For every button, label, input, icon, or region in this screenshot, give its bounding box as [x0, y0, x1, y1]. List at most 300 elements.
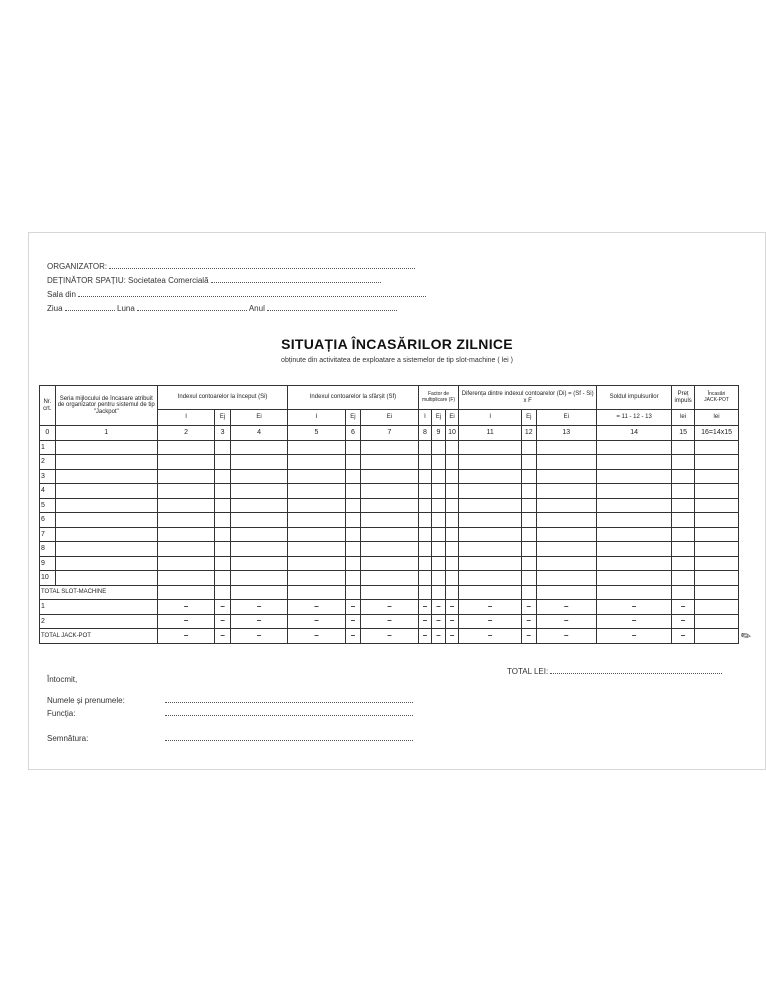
table-cell[interactable] [521, 571, 536, 586]
table-cell[interactable] [418, 469, 432, 484]
table-cell[interactable] [361, 484, 418, 499]
row-number: 10 [40, 571, 56, 586]
table-cell[interactable] [432, 484, 446, 499]
table-cell[interactable] [215, 498, 231, 513]
sub-ej: Ej [215, 410, 231, 426]
nume-line [47, 695, 413, 705]
table-cell[interactable] [432, 542, 446, 557]
table-cell[interactable] [672, 556, 695, 571]
table-row [40, 571, 739, 586]
table-cell[interactable] [157, 585, 214, 600]
table-cell[interactable] [345, 484, 361, 499]
table-cell[interactable] [345, 455, 361, 470]
table-cell[interactable] [215, 469, 231, 484]
table-cell[interactable] [432, 469, 446, 484]
dash-cell: – [597, 600, 672, 615]
dash-cell: – [445, 629, 459, 644]
dash-cell: – [597, 629, 672, 644]
dash-cell: – [536, 614, 597, 629]
luna-label: Luna [117, 304, 135, 313]
sub-i: I [157, 410, 214, 426]
sub-i: I [288, 410, 345, 426]
table-cell[interactable] [445, 484, 459, 499]
pen-icon: ✎ [737, 627, 755, 645]
table-cell[interactable] [157, 455, 214, 470]
table-cell[interactable] [695, 440, 739, 455]
table-cell[interactable] [345, 513, 361, 528]
dash-cell: – [345, 629, 361, 644]
table-cell[interactable] [459, 585, 522, 600]
table-cell[interactable] [157, 484, 214, 499]
sub-i: I [418, 410, 432, 426]
organizator-line [47, 261, 415, 271]
dash-cell: – [345, 614, 361, 629]
dash-cell: – [157, 600, 214, 615]
table-cell[interactable] [215, 527, 231, 542]
table-cell[interactable] [418, 542, 432, 557]
header-sold: Soldul impulsurilor [597, 386, 672, 410]
sub-ei: Ei [230, 410, 287, 426]
dash-cell: – [459, 614, 522, 629]
jackpot-row-number: 1 [40, 600, 158, 615]
form-subtitle: obținute din activitatea de exploatare a sistemelor de tip slot-machine ( lei ) [281, 357, 513, 364]
table-cell[interactable] [418, 498, 432, 513]
table-cell[interactable] [215, 455, 231, 470]
form-sheet [28, 232, 766, 770]
table-cell[interactable] [215, 440, 231, 455]
dash-cell: – [288, 629, 345, 644]
table-cell[interactable] [230, 469, 287, 484]
functia-field[interactable] [165, 708, 413, 716]
functia-line [47, 708, 413, 718]
table-cell[interactable] [521, 556, 536, 571]
dash-cell: – [445, 614, 459, 629]
table-row [40, 484, 739, 499]
table-cell[interactable] [695, 498, 739, 513]
functia-label: Funcția: [47, 709, 76, 718]
jackpot-row [40, 614, 739, 629]
table-cell[interactable] [597, 513, 672, 528]
table-cell[interactable] [361, 455, 418, 470]
table-cell[interactable] [361, 498, 418, 513]
table-row [40, 498, 739, 513]
dash-cell: – [432, 614, 446, 629]
table-cell[interactable] [55, 469, 157, 484]
table-cell[interactable] [445, 513, 459, 528]
table-cell[interactable] [695, 484, 739, 499]
dash-cell: – [157, 629, 214, 644]
dash-cell: – [418, 629, 432, 644]
dash-cell: – [672, 600, 695, 615]
table-cell[interactable] [597, 484, 672, 499]
total-jackpot-label: TOTAL JACK-POT [40, 629, 158, 644]
table-cell[interactable] [418, 440, 432, 455]
table-cell[interactable] [445, 571, 459, 586]
table-cell[interactable] [672, 513, 695, 528]
table-cell[interactable] [418, 484, 432, 499]
table-cell[interactable] [55, 571, 157, 586]
table-cell[interactable] [288, 571, 345, 586]
table-cell[interactable] [521, 440, 536, 455]
dash-cell: – [672, 614, 695, 629]
table-cell[interactable] [432, 556, 446, 571]
col-number: 15 [672, 426, 695, 441]
table-cell[interactable] [536, 498, 597, 513]
table-cell[interactable] [345, 440, 361, 455]
detinator-label: DEȚINĂTOR SPAȚIU: Societatea Comercială [47, 276, 209, 285]
table-cell[interactable] [345, 527, 361, 542]
header-incasari-label: Încasări [707, 391, 726, 398]
table-cell[interactable] [695, 614, 739, 629]
table-cell[interactable] [459, 527, 522, 542]
dash-cell: – [288, 600, 345, 615]
table-cell[interactable] [345, 542, 361, 557]
table-cell[interactable] [55, 455, 157, 470]
table-cell[interactable] [432, 498, 446, 513]
table-cell[interactable] [345, 585, 361, 600]
table-cell[interactable] [536, 556, 597, 571]
table-cell[interactable] [445, 440, 459, 455]
table-cell[interactable] [445, 455, 459, 470]
table-cell[interactable] [445, 542, 459, 557]
sub-ei: Ei [445, 410, 459, 426]
table-cell[interactable] [672, 571, 695, 586]
table-cell[interactable] [597, 556, 672, 571]
dash-cell: – [418, 614, 432, 629]
table-row [40, 556, 739, 571]
table-cell[interactable] [672, 527, 695, 542]
table-cell[interactable] [672, 542, 695, 557]
header-incasari [695, 386, 739, 410]
table-cell[interactable] [230, 556, 287, 571]
table-cell[interactable] [418, 455, 432, 470]
table-cell[interactable] [55, 542, 157, 557]
table-cell[interactable] [521, 455, 536, 470]
col-number: 10 [445, 426, 459, 441]
dash-cell: – [521, 600, 536, 615]
dash-cell: – [597, 614, 672, 629]
dash-cell: – [215, 629, 231, 644]
table-cell[interactable] [230, 542, 287, 557]
table-cell[interactable] [672, 469, 695, 484]
table-cell[interactable] [695, 527, 739, 542]
dash-cell: – [230, 629, 287, 644]
table-cell[interactable] [418, 556, 432, 571]
table-cell[interactable] [345, 571, 361, 586]
table-cell[interactable] [157, 571, 214, 586]
detinator-line [47, 275, 381, 285]
table-cell[interactable] [361, 527, 418, 542]
table-cell[interactable] [695, 556, 739, 571]
income-table [39, 385, 739, 644]
dash-cell: – [432, 629, 446, 644]
sala-field[interactable] [78, 289, 426, 297]
table-cell[interactable] [361, 469, 418, 484]
row-number: 7 [40, 527, 56, 542]
table-cell[interactable] [536, 440, 597, 455]
organizator-label: ORGANIZATOR: [47, 262, 108, 271]
table-cell[interactable] [672, 498, 695, 513]
dash-cell: – [459, 600, 522, 615]
table-cell[interactable] [361, 542, 418, 557]
table-cell[interactable] [459, 571, 522, 586]
table-cell[interactable] [536, 527, 597, 542]
table-cell[interactable] [361, 585, 418, 600]
semnatura-field[interactable] [165, 733, 413, 741]
table-cell[interactable] [445, 469, 459, 484]
table-cell[interactable] [215, 542, 231, 557]
table-cell[interactable] [521, 513, 536, 528]
table-cell[interactable] [288, 498, 345, 513]
ziua-label: Ziua [47, 304, 63, 313]
header-index-sfarsit: Indexul contoarelor la sfârșit (Sf) [288, 386, 418, 410]
table-cell[interactable] [672, 484, 695, 499]
table-cell[interactable] [695, 513, 739, 528]
jackpot-row [40, 600, 739, 615]
table-cell[interactable] [432, 571, 446, 586]
dash-cell: – [361, 614, 418, 629]
form-title: SITUAȚIA ÎNCASĂRILOR ZILNICE [281, 336, 513, 352]
table-cell[interactable] [361, 571, 418, 586]
total-slot-label: TOTAL SLOT-MACHINE [40, 585, 158, 600]
header-serie: Seria mijlocului de încasare atribuit de organizator pentru sistemul de tip "Jackpot" [55, 386, 157, 426]
col-number: 13 [536, 426, 597, 441]
col-number: 7 [361, 426, 418, 441]
semnatura-label: Semnătura: [47, 734, 89, 743]
sub-i: I [459, 410, 522, 426]
table-cell[interactable] [536, 484, 597, 499]
row-number: 6 [40, 513, 56, 528]
table-row [40, 542, 739, 557]
table-cell[interactable] [459, 556, 522, 571]
col-number: 9 [432, 426, 446, 441]
sub-ej: Ej [345, 410, 361, 426]
table-cell[interactable] [157, 542, 214, 557]
table-cell[interactable] [597, 498, 672, 513]
table-cell[interactable] [459, 498, 522, 513]
table-cell[interactable] [432, 455, 446, 470]
col-number: 0 [40, 426, 56, 441]
table-cell[interactable] [55, 527, 157, 542]
table-cell[interactable] [695, 629, 739, 644]
table-cell[interactable] [672, 440, 695, 455]
table-cell[interactable] [597, 571, 672, 586]
table-cell[interactable] [418, 585, 432, 600]
table-cell[interactable] [459, 542, 522, 557]
table-row [40, 440, 739, 455]
nume-label: Numele și prenumele: [47, 696, 125, 705]
ziua-field[interactable] [65, 303, 115, 311]
nume-field[interactable] [165, 695, 413, 703]
table-cell[interactable] [288, 556, 345, 571]
table-cell[interactable] [459, 513, 522, 528]
col-number: 4 [230, 426, 287, 441]
table-cell[interactable] [432, 440, 446, 455]
table-cell[interactable] [288, 469, 345, 484]
col-number: 6 [345, 426, 361, 441]
table-cell[interactable] [521, 585, 536, 600]
table-cell[interactable] [597, 542, 672, 557]
dash-cell: – [215, 600, 231, 615]
table-cell[interactable] [536, 542, 597, 557]
dash-cell: – [345, 600, 361, 615]
organizator-field[interactable] [109, 261, 415, 269]
table-cell[interactable] [445, 527, 459, 542]
table-cell[interactable] [345, 469, 361, 484]
table-cell[interactable] [432, 527, 446, 542]
table-cell[interactable] [230, 484, 287, 499]
dash-cell: – [432, 600, 446, 615]
table-cell[interactable] [597, 469, 672, 484]
table-cell[interactable] [230, 455, 287, 470]
table-cell[interactable] [536, 469, 597, 484]
total-lei-label: TOTAL LEI: [507, 667, 549, 676]
header-row [40, 386, 739, 410]
table-cell[interactable] [672, 585, 695, 600]
detinator-field[interactable] [211, 275, 381, 283]
anul-field[interactable] [267, 303, 397, 311]
table-cell[interactable] [521, 498, 536, 513]
header-factor: Factor de multiplicare (F) [418, 386, 459, 410]
table-row [40, 527, 739, 542]
table-cell[interactable] [288, 455, 345, 470]
table-cell[interactable] [230, 498, 287, 513]
table-cell[interactable] [432, 513, 446, 528]
table-cell[interactable] [288, 527, 345, 542]
table-cell[interactable] [157, 527, 214, 542]
table-cell[interactable] [230, 571, 287, 586]
luna-field[interactable] [137, 303, 247, 311]
table-cell[interactable] [536, 513, 597, 528]
table-cell[interactable] [597, 455, 672, 470]
dash-cell: – [445, 600, 459, 615]
dash-cell: – [459, 629, 522, 644]
table-cell[interactable] [55, 556, 157, 571]
table-cell[interactable] [55, 498, 157, 513]
table-cell[interactable] [695, 542, 739, 557]
table-cell[interactable] [157, 556, 214, 571]
table-cell[interactable] [459, 469, 522, 484]
dash-cell: – [361, 600, 418, 615]
dash-cell: – [536, 600, 597, 615]
table-cell[interactable] [418, 571, 432, 586]
table-cell[interactable] [230, 440, 287, 455]
total-lei-field[interactable] [550, 666, 722, 674]
dash-cell: – [521, 614, 536, 629]
dash-cell: – [215, 614, 231, 629]
table-cell[interactable] [695, 571, 739, 586]
col-number: 2 [157, 426, 214, 441]
table-cell[interactable] [230, 513, 287, 528]
dash-cell: – [418, 600, 432, 615]
col-number: 1 [55, 426, 157, 441]
table-cell[interactable] [361, 513, 418, 528]
table-cell[interactable] [215, 585, 231, 600]
table-cell[interactable] [459, 484, 522, 499]
table-cell[interactable] [345, 498, 361, 513]
row-number: 1 [40, 440, 56, 455]
table-cell[interactable] [695, 585, 739, 600]
intocmit-label: Întocmit, [47, 675, 78, 684]
row-number: 4 [40, 484, 56, 499]
table-cell[interactable] [157, 513, 214, 528]
table-cell[interactable] [521, 542, 536, 557]
col-number: 3 [215, 426, 231, 441]
table-cell[interactable] [536, 455, 597, 470]
table-cell[interactable] [521, 527, 536, 542]
table-cell[interactable] [215, 571, 231, 586]
table-cell[interactable] [345, 556, 361, 571]
col-number: 16=14x15 [695, 426, 739, 441]
row-number: 8 [40, 542, 56, 557]
table-cell[interactable] [55, 513, 157, 528]
sala-line [47, 289, 426, 299]
table-cell[interactable] [597, 585, 672, 600]
table-cell[interactable] [215, 513, 231, 528]
column-number-row [40, 426, 739, 441]
semnatura-line [47, 733, 413, 743]
table-cell[interactable] [536, 585, 597, 600]
table-cell[interactable] [361, 556, 418, 571]
header-jackpot-label: JACK-POT [704, 396, 729, 403]
table-cell[interactable] [418, 527, 432, 542]
table-cell[interactable] [597, 440, 672, 455]
header-nr: Nr. crt. [40, 386, 56, 426]
table-cell[interactable] [215, 556, 231, 571]
table-cell[interactable] [418, 513, 432, 528]
table-cell[interactable] [288, 440, 345, 455]
table-cell[interactable] [157, 498, 214, 513]
table-cell[interactable] [288, 542, 345, 557]
table-cell[interactable] [55, 484, 157, 499]
table-cell[interactable] [445, 585, 459, 600]
table-cell[interactable] [361, 440, 418, 455]
table-cell[interactable] [445, 556, 459, 571]
sub-ei: Ei [536, 410, 597, 426]
table-cell[interactable] [157, 440, 214, 455]
table-cell[interactable] [459, 440, 522, 455]
table-cell[interactable] [230, 527, 287, 542]
table-cell[interactable] [445, 498, 459, 513]
col-number: 12 [521, 426, 536, 441]
table-cell[interactable] [459, 455, 522, 470]
table-cell[interactable] [215, 484, 231, 499]
header-pret: Preț impuls [672, 386, 695, 410]
table-cell[interactable] [695, 469, 739, 484]
table-cell[interactable] [432, 585, 446, 600]
table-cell[interactable] [672, 455, 695, 470]
table-cell[interactable] [288, 484, 345, 499]
jackpot-row-number: 2 [40, 614, 158, 629]
table-cell[interactable] [230, 585, 287, 600]
table-cell[interactable] [695, 455, 739, 470]
table-cell[interactable] [288, 585, 345, 600]
header-index-inceput: Indexul contoarelor la început (Si) [157, 386, 287, 410]
col-number: 11 [459, 426, 522, 441]
row-number: 3 [40, 469, 56, 484]
table-cell[interactable] [157, 469, 214, 484]
table-cell[interactable] [288, 513, 345, 528]
table-row [40, 469, 739, 484]
table-cell[interactable] [521, 469, 536, 484]
table-cell[interactable] [695, 600, 739, 615]
table-cell[interactable] [521, 484, 536, 499]
table-cell[interactable] [597, 527, 672, 542]
table-cell[interactable] [536, 571, 597, 586]
dash-cell: – [288, 614, 345, 629]
table-cell[interactable] [55, 440, 157, 455]
header-diferenta: Diferența dintre indexul contoarelor (Di) = (Sf - Si) x F [459, 386, 597, 410]
